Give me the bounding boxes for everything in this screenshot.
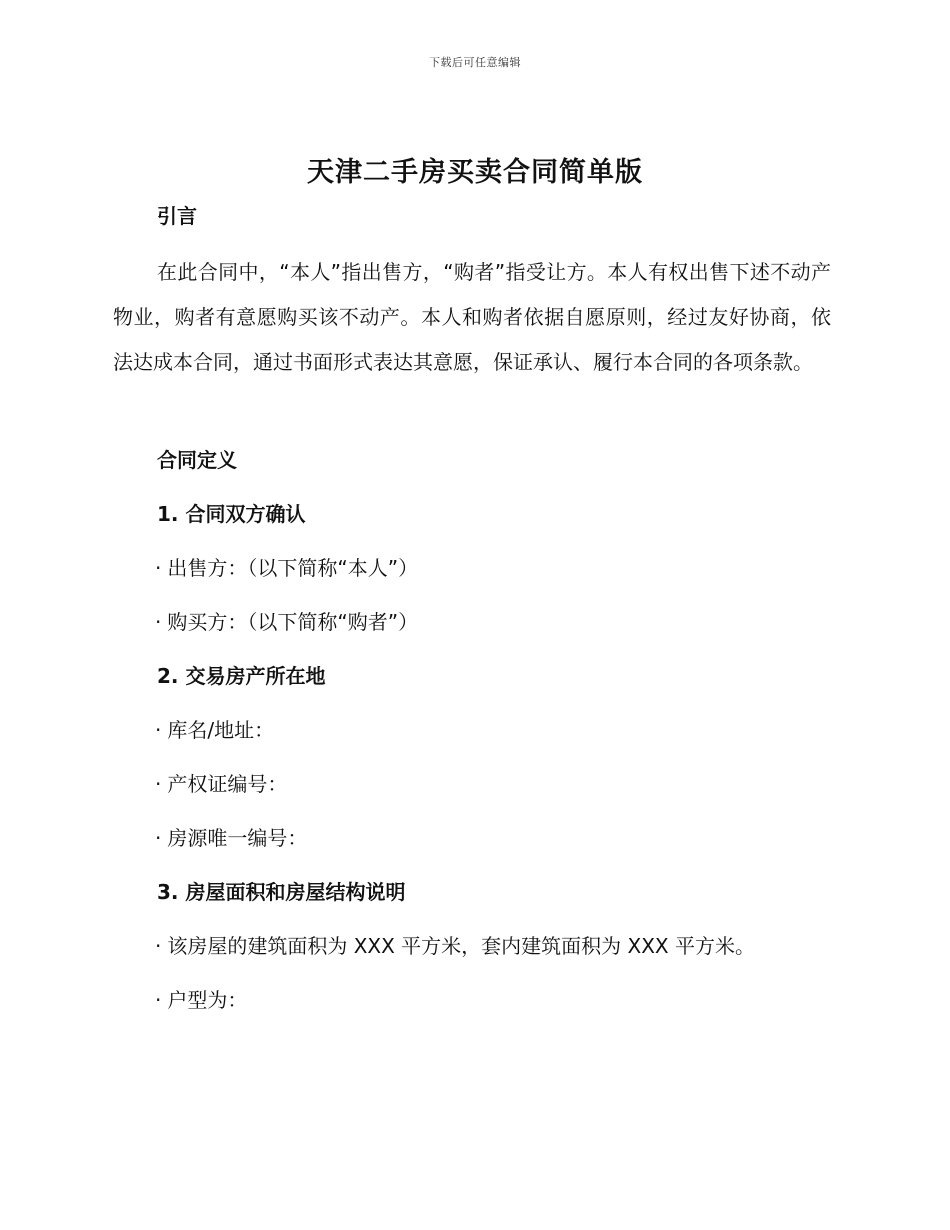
section-1-heading: 1. 合同双方确认 bbox=[157, 502, 306, 526]
definition-heading: 合同定义 bbox=[157, 448, 237, 472]
list-item bbox=[155, 822, 307, 851]
list-item bbox=[155, 552, 418, 581]
list-item bbox=[155, 984, 247, 1013]
list-item-text: 该房屋的建筑面积为 XXX 平方米，套内建筑面积为 XXX 平方米。 bbox=[167, 934, 755, 958]
bullet-icon: · bbox=[155, 988, 162, 1012]
header-note: 下载后可任意编辑 bbox=[429, 56, 521, 69]
bullet-icon: · bbox=[155, 772, 162, 796]
section-3-heading: 3. 房屋面积和房屋结构说明 bbox=[157, 880, 406, 904]
intro-paragraph: 在此合同中，“本人”指出售方，“购者”指受让方。本人有权出售下述不动产物业，购者有意愿购买该不动产。本人和购者依据自愿原则，经过友好协商，依法达成本合同，通过书面形式表达其意愿，保证承认、履行本合同的各项条款。 bbox=[113, 260, 831, 374]
list-item bbox=[155, 606, 418, 635]
bullet-icon: · bbox=[155, 718, 162, 742]
list-item-text: 库名/地址： bbox=[167, 718, 275, 742]
bullet-icon: · bbox=[155, 556, 162, 580]
list-item-text: 产权证编号： bbox=[167, 772, 288, 796]
bullet-icon: · bbox=[155, 934, 162, 958]
section-2-heading: 2. 交易房产所在地 bbox=[157, 664, 326, 688]
list-item bbox=[155, 930, 755, 959]
list-item bbox=[155, 714, 274, 743]
bullet-icon: · bbox=[155, 826, 162, 850]
intro-heading: 引言 bbox=[157, 204, 197, 228]
list-item-text: 购买方：（以下简称“购者”） bbox=[167, 610, 419, 634]
list-item-text: 房源唯一编号： bbox=[167, 826, 308, 850]
list-item bbox=[155, 768, 287, 797]
document-title: 天津二手房买卖合同简单版 bbox=[307, 157, 643, 188]
bullet-icon: · bbox=[155, 610, 162, 634]
list-item-text: 户型为： bbox=[167, 988, 248, 1012]
list-item-text: 出售方：（以下简称“本人”） bbox=[167, 556, 419, 580]
